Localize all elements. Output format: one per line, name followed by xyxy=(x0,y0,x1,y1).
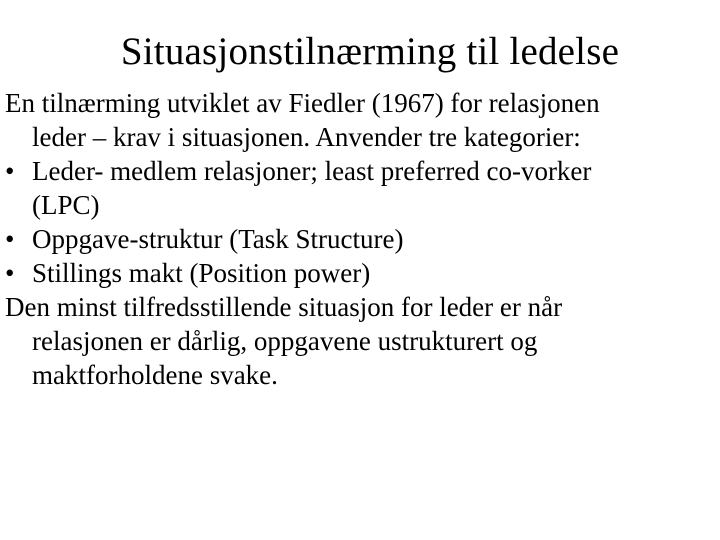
bullet-text: Leder- medlem relasjoner; least preferred co-vorker (LPC) xyxy=(32,156,592,220)
bullet-item-position-power xyxy=(5,256,645,290)
bullet-icon: • xyxy=(5,224,15,254)
bullet-icon: • xyxy=(5,258,15,288)
bullet-text: Oppgave-struktur (Task Structure) xyxy=(32,224,404,254)
bullet-item-task-structure xyxy=(5,222,645,256)
bullet-item-lpc xyxy=(5,154,645,222)
slide-title: Situasjonstilnærming til ledelse xyxy=(120,30,620,73)
slide-body xyxy=(5,86,645,392)
conclusion-paragraph: Den minst tilfredsstillende situasjon for leder er når relasjonen er dårlig, oppgavene ustrukturert og maktforholdene svake. xyxy=(5,292,563,390)
bullet-text: Stillings makt (Position power) xyxy=(32,258,371,288)
intro-paragraph: En tilnærming utviklet av Fiedler (1967) for relasjonen leder – krav i situasjonen. Anvender tre kategorier: xyxy=(5,88,600,152)
bullet-icon: • xyxy=(5,156,15,186)
